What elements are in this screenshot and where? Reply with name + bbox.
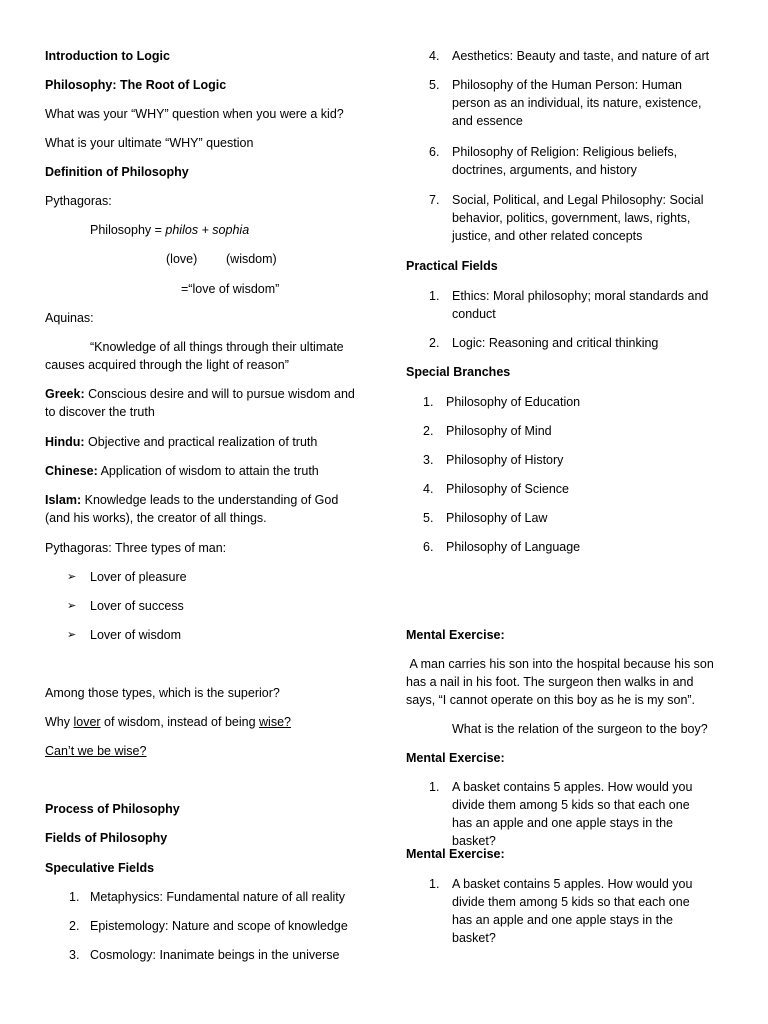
list-item bbox=[423, 422, 552, 440]
arrow-bullet-icon: ➢ bbox=[67, 600, 77, 612]
item-text: Philosophy of Law bbox=[446, 511, 548, 525]
list-item bbox=[69, 946, 340, 964]
hindu-definition bbox=[45, 433, 317, 451]
item-text: Logic: Reasoning and critical thinking bbox=[452, 336, 659, 350]
item-text: Philosophy of Religion: Religious beliefs, doctrines, arguments, and history bbox=[452, 145, 678, 177]
list-item bbox=[423, 538, 581, 556]
item-text: Philosophy of the Human Person: Human person as an individual, its nature, existence, and essence bbox=[452, 78, 702, 128]
aquinas-quote-line1: “Knowledge of all things through their ultimate bbox=[90, 340, 344, 354]
item-number: 7. bbox=[429, 193, 440, 207]
greek-definition-line2: to discover the truth bbox=[45, 405, 155, 419]
item-text: Epistemology: Nature and scope of knowledge bbox=[90, 919, 348, 933]
islam-label: Islam: bbox=[45, 493, 82, 507]
greek-label: Greek: bbox=[45, 387, 85, 401]
list-item bbox=[423, 480, 569, 498]
item-text: Philosophy of Education bbox=[446, 395, 581, 409]
item-text: Philosophy of Mind bbox=[446, 424, 552, 438]
underlined-wise: wise? bbox=[259, 715, 291, 729]
item-text: Philosophy of History bbox=[446, 453, 564, 467]
question-superior: Among those types, which is the superior? bbox=[45, 686, 280, 700]
fields-heading: Fields of Philosophy bbox=[45, 831, 168, 845]
hindu-text: Objective and practical realization of truth bbox=[84, 435, 318, 449]
item-number: 6. bbox=[423, 540, 434, 554]
list-item bbox=[423, 451, 564, 469]
greek-definition-line1 bbox=[45, 385, 355, 403]
item-number: 2. bbox=[69, 919, 80, 933]
equals-sign: = bbox=[151, 223, 166, 237]
why-text-b: of wisdom, instead of being bbox=[100, 715, 260, 729]
arrow-bullet-icon: ➢ bbox=[67, 629, 77, 641]
item-number: 1. bbox=[429, 780, 440, 794]
underlined-lover: lover bbox=[73, 715, 101, 729]
arrow-bullet-icon: ➢ bbox=[67, 571, 77, 583]
doc-subtitle: Philosophy: The Root of Logic bbox=[45, 78, 227, 92]
item-text: Social, Political, and Legal Philosophy: Social behavior, politics, government, laws, rights, justice, and other related concepts bbox=[452, 193, 704, 243]
philosophy-equation bbox=[90, 221, 249, 239]
item-number: 5. bbox=[423, 511, 434, 525]
list-item bbox=[67, 568, 187, 586]
practical-heading: Practical Fields bbox=[406, 259, 498, 273]
islam-definition-line1 bbox=[45, 491, 338, 509]
love-label: (love) bbox=[166, 252, 198, 266]
item-number: 3. bbox=[423, 453, 434, 467]
apple-riddle: A basket contains 5 apples. How would you divide them among 5 kids so that each one has an apple and one apple stays in the basket? bbox=[452, 877, 693, 945]
hindu-label: Hindu: bbox=[45, 435, 85, 449]
surgeon-question: What is the relation of the surgeon to the boy? bbox=[452, 722, 708, 736]
item-text: Ethics: Moral philosophy; moral standards and conduct bbox=[452, 289, 709, 321]
wisdom-label: (wisdom) bbox=[226, 252, 277, 266]
type-label: Lover of success bbox=[90, 599, 184, 613]
list-item bbox=[429, 334, 659, 352]
mental-exercise-heading: Mental Exercise: bbox=[406, 628, 505, 642]
list-item bbox=[429, 875, 439, 893]
question-cant-be-wise: Can’t we be wise? bbox=[45, 744, 147, 758]
list-item bbox=[429, 76, 439, 94]
item-number: 4. bbox=[429, 49, 440, 63]
question-why-lover bbox=[45, 713, 291, 731]
item-text: Philosophy of Science bbox=[446, 482, 569, 496]
chinese-definition bbox=[45, 462, 319, 480]
aquinas-quote-line2: causes acquired through the light of reason” bbox=[45, 358, 289, 372]
item-number: 2. bbox=[429, 336, 440, 350]
process-heading: Process of Philosophy bbox=[45, 802, 180, 816]
list-item bbox=[423, 393, 581, 411]
item-number: 2. bbox=[423, 424, 434, 438]
surgeon-riddle: A man carries his son into the hospital because his son has a nail in his foot. The surgeon then walks in and says, “I cannot operate on this boy as he is my son”. bbox=[406, 657, 718, 707]
mental-exercise-heading: Mental Exercise: bbox=[406, 751, 505, 765]
chinese-text: Application of wisdom to attain the truth bbox=[97, 464, 319, 478]
item-number: 3. bbox=[69, 948, 80, 962]
list-item bbox=[429, 191, 439, 209]
item-text: Philosophy of Language bbox=[446, 540, 581, 554]
greek-text: Conscious desire and will to pursue wisdom and bbox=[84, 387, 355, 401]
list-item bbox=[69, 917, 348, 935]
list-item bbox=[67, 597, 184, 615]
philosophy-word: Philosophy bbox=[90, 223, 152, 237]
chinese-label: Chinese: bbox=[45, 464, 98, 478]
love-of-wisdom: =“love of wisdom” bbox=[181, 282, 280, 296]
special-heading: Special Branches bbox=[406, 365, 511, 379]
type-label: Lover of wisdom bbox=[90, 628, 182, 642]
item-number: 1. bbox=[429, 877, 440, 891]
doc-title: Introduction to Logic bbox=[45, 49, 170, 63]
item-text: Metaphysics: Fundamental nature of all reality bbox=[90, 890, 345, 904]
philos-sophia-terms: philos + sophia bbox=[165, 223, 250, 237]
item-number: 1. bbox=[423, 395, 434, 409]
types-heading: Pythagoras: Three types of man: bbox=[45, 541, 227, 555]
item-number: 5. bbox=[429, 78, 440, 92]
pythagoras-label: Pythagoras: bbox=[45, 194, 112, 208]
list-item bbox=[429, 287, 439, 305]
list-item bbox=[69, 888, 345, 906]
question-childhood-why: What was your “WHY” question when you were a kid? bbox=[45, 107, 344, 121]
question-ultimate-why: What is your ultimate “WHY” question bbox=[45, 136, 254, 150]
apple-riddle: A basket contains 5 apples. How would you divide them among 5 kids so that each one has an apple and one apple stays in the basket? bbox=[452, 780, 693, 848]
list-item bbox=[67, 626, 181, 644]
item-text: Cosmology: Inanimate beings in the universe bbox=[90, 948, 340, 962]
item-text: Aesthetics: Beauty and taste, and nature of art bbox=[452, 49, 710, 63]
item-number: 1. bbox=[429, 289, 440, 303]
item-number: 6. bbox=[429, 145, 440, 159]
speculative-heading: Speculative Fields bbox=[45, 861, 155, 875]
islam-text: Knowledge leads to the understanding of God bbox=[81, 493, 339, 507]
mental-exercise-heading: Mental Exercise: bbox=[406, 847, 505, 861]
item-number: 1. bbox=[69, 890, 80, 904]
aquinas-label: Aquinas: bbox=[45, 311, 94, 325]
type-label: Lover of pleasure bbox=[90, 570, 187, 584]
list-item bbox=[429, 778, 439, 796]
list-item bbox=[423, 509, 548, 527]
why-text-a: Why bbox=[45, 715, 74, 729]
list-item bbox=[429, 47, 439, 65]
islam-definition-line2: (and his works), the creator of all things. bbox=[45, 511, 267, 525]
list-item bbox=[429, 143, 439, 161]
item-number: 4. bbox=[423, 482, 434, 496]
definition-heading: Definition of Philosophy bbox=[45, 165, 189, 179]
